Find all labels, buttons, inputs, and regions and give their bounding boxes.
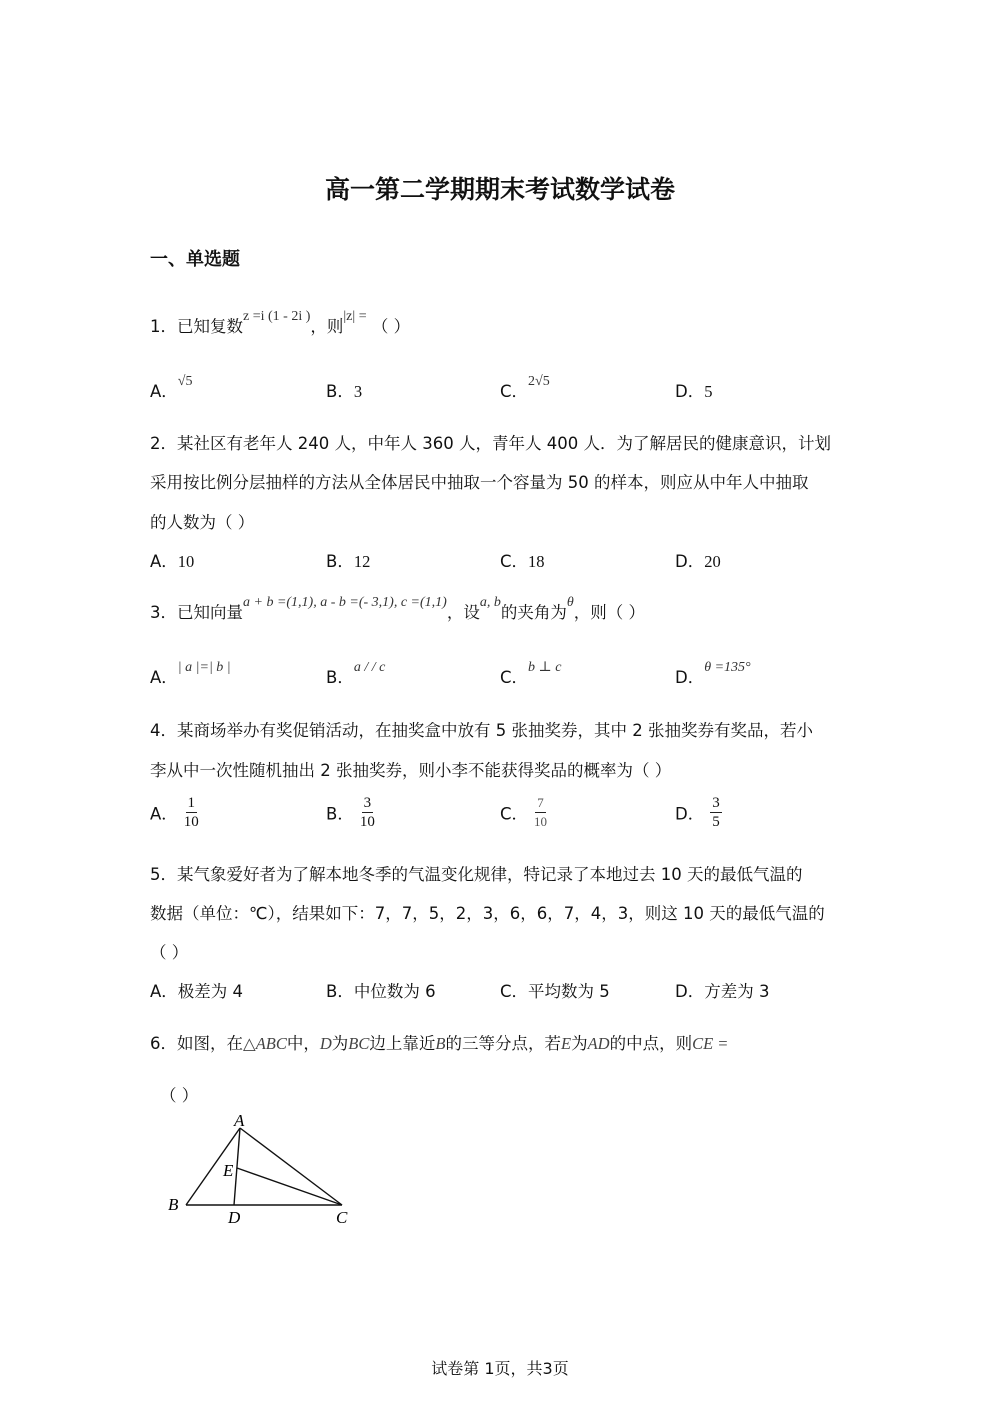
q2-option-a[interactable] bbox=[150, 548, 194, 572]
label-c: C bbox=[336, 1208, 348, 1227]
q1-option-a[interactable] bbox=[150, 374, 193, 402]
option-value: a / / c bbox=[353, 660, 386, 675]
q6-math: CE = bbox=[692, 1034, 729, 1053]
option-label: C． bbox=[500, 982, 529, 1001]
q6-text: 边上靠近 bbox=[369, 1034, 436, 1053]
q1-option-c[interactable] bbox=[500, 374, 550, 402]
q1-mid: ，则 bbox=[310, 317, 344, 336]
q5-option-c[interactable] bbox=[500, 978, 610, 1002]
q2-option-d[interactable] bbox=[675, 548, 721, 572]
option-label: D． bbox=[675, 552, 705, 571]
option-value: 3 bbox=[353, 382, 363, 401]
q3-mid: ，设 bbox=[446, 603, 480, 622]
numerator: 7 bbox=[535, 794, 546, 813]
q5-option-b[interactable] bbox=[326, 978, 436, 1002]
q3-mid2: 的夹角为 bbox=[500, 603, 567, 622]
question-2-line-2: 采用按比例分层抽样的方法从全体居民中抽取一个容量为 50 的样本，则应从中年人中抽取 bbox=[150, 473, 809, 492]
q6-text: 中， bbox=[286, 1034, 320, 1053]
fraction bbox=[710, 794, 722, 831]
q1-prefix: 1．已知复数 bbox=[150, 317, 243, 336]
question-1-stem bbox=[150, 309, 411, 337]
q6-math: D bbox=[319, 1034, 332, 1053]
q5-option-a[interactable] bbox=[150, 978, 243, 1002]
q6-math: △ABC bbox=[243, 1034, 287, 1053]
question-3-stem bbox=[150, 595, 645, 623]
numerator: 1 bbox=[187, 795, 196, 811]
option-value: 10 bbox=[177, 552, 195, 571]
option-value: 中位数为 6 bbox=[353, 982, 436, 1001]
fraction bbox=[360, 794, 375, 831]
q3-option-a[interactable] bbox=[150, 660, 231, 688]
option-value: 方差为 3 bbox=[704, 982, 770, 1001]
q2-option-b[interactable] bbox=[326, 548, 370, 572]
option-label: C． bbox=[500, 552, 529, 571]
fraction bbox=[184, 794, 199, 831]
q6-text: 6．如图，在 bbox=[150, 1034, 243, 1053]
q6-math: AD bbox=[587, 1034, 610, 1053]
q4-option-d[interactable] bbox=[675, 794, 722, 831]
question-5-line-2: 数据（单位：℃），结果如下：7，7，5，2，3，6，6，7，4，3，则这 10 天的最低气温的 bbox=[150, 904, 825, 923]
q6-math: B bbox=[435, 1034, 446, 1053]
option-label: C． bbox=[500, 804, 529, 824]
q6-math: BC bbox=[348, 1034, 370, 1053]
q5-option-d[interactable] bbox=[675, 978, 769, 1002]
option-value: 5 bbox=[704, 382, 713, 401]
option-value: 极差为 4 bbox=[177, 982, 244, 1001]
q6-text: 的中点，则 bbox=[609, 1034, 693, 1053]
q1-suffix: （ ） bbox=[371, 317, 411, 336]
label-a: A bbox=[234, 1112, 245, 1130]
q1-option-b[interactable] bbox=[326, 378, 362, 402]
option-label: C． bbox=[500, 382, 529, 401]
option-label: D． bbox=[675, 804, 705, 824]
option-label: A． bbox=[150, 668, 178, 687]
numerator: 3 bbox=[712, 795, 720, 811]
q4-option-c[interactable] bbox=[500, 794, 547, 831]
question-6-stem bbox=[150, 1030, 728, 1054]
option-label: C． bbox=[500, 668, 529, 687]
q3-expr: a + b =(1,1), a - b =(- 3,1), c =(1,1) bbox=[243, 595, 447, 610]
label-d: D bbox=[228, 1208, 241, 1227]
label-e: E bbox=[223, 1161, 234, 1180]
option-label: A． bbox=[150, 982, 178, 1001]
option-label: B． bbox=[326, 804, 354, 824]
question-2-line-1: 2．某社区有老年人 240 人，中年人 360 人，青年人 400 人．为了解居民的健康意识，计划 bbox=[150, 434, 831, 453]
option-label: A． bbox=[150, 552, 178, 571]
option-label: D． bbox=[675, 982, 705, 1001]
q3-option-b[interactable] bbox=[326, 660, 386, 688]
question-5-line-1: 5．某气象爱好者为了解本地冬季的气温变化规律，特记录了本地过去 10 天的最低气温的 bbox=[150, 865, 803, 884]
q6-math: E bbox=[560, 1034, 572, 1053]
section-heading: 一、单选题 bbox=[150, 249, 240, 270]
q6-text: 为 bbox=[331, 1034, 349, 1053]
fraction bbox=[534, 794, 547, 831]
option-value: 2√5 bbox=[528, 374, 550, 389]
question-4-line-1: 4．某商场举办有奖促销活动，在抽奖盒中放有 5 张抽奖券，其中 2 张抽奖券有奖品，若小 bbox=[150, 721, 813, 740]
q6-text: 为 bbox=[571, 1034, 588, 1053]
option-label: A． bbox=[150, 804, 178, 824]
option-label: B． bbox=[326, 982, 354, 1001]
option-label: D． bbox=[675, 382, 705, 401]
label-b: B bbox=[168, 1195, 179, 1214]
q1-option-d[interactable] bbox=[675, 378, 712, 402]
numerator: 3 bbox=[363, 795, 372, 811]
segment-ec bbox=[237, 1168, 342, 1205]
option-value: b ⊥ c bbox=[528, 660, 562, 675]
page-title: 高一第二学期期末考试数学试卷 bbox=[324, 175, 675, 204]
q3-option-c[interactable] bbox=[500, 660, 562, 688]
option-label: B． bbox=[326, 552, 354, 571]
denominator: 5 bbox=[712, 814, 720, 830]
q6-text: 的三等分点，若 bbox=[445, 1034, 561, 1053]
option-value: 12 bbox=[353, 552, 371, 571]
q3-option-d[interactable] bbox=[675, 660, 751, 688]
side-ac bbox=[240, 1128, 342, 1205]
option-label: B． bbox=[326, 668, 354, 687]
option-label: D． bbox=[675, 668, 705, 687]
q3-expr2: a, b bbox=[479, 595, 501, 610]
denominator: 10 bbox=[534, 814, 548, 829]
option-label: B． bbox=[326, 382, 354, 401]
denominator: 10 bbox=[183, 814, 199, 830]
q3-expr3: θ bbox=[566, 595, 574, 610]
denominator: 10 bbox=[359, 814, 375, 830]
q4-option-b[interactable] bbox=[326, 794, 375, 831]
q1-expr: z =i (1 - 2i ) bbox=[243, 309, 311, 324]
question-6-line-2: （ ） bbox=[160, 1086, 199, 1105]
option-value: 18 bbox=[528, 552, 545, 571]
page-footer: 试卷第 1页，共3页 bbox=[431, 1359, 569, 1378]
option-value: θ =135° bbox=[704, 660, 751, 675]
q3-suffix: ，则（ ） bbox=[573, 603, 645, 622]
option-value: | a |=| b | bbox=[177, 660, 231, 675]
question-2-line-3: 的人数为（ ） bbox=[150, 513, 255, 532]
q3-prefix: 3．已知向量 bbox=[150, 603, 243, 622]
option-label: A． bbox=[150, 382, 178, 401]
triangle-figure bbox=[160, 1112, 360, 1230]
option-value: √5 bbox=[177, 374, 193, 389]
question-5-line-3: （ ） bbox=[150, 943, 189, 962]
question-4-line-2: 李从中一次性随机抽出 2 张抽奖券，则小李不能获得奖品的概率为（ ） bbox=[150, 761, 672, 780]
q1-expr2: |z| = bbox=[343, 309, 367, 324]
q4-option-a[interactable] bbox=[150, 794, 199, 831]
segment-ad bbox=[234, 1128, 240, 1205]
option-value: 20 bbox=[704, 552, 721, 571]
option-value: 平均数为 5 bbox=[528, 982, 610, 1001]
q2-option-c[interactable] bbox=[500, 548, 545, 572]
